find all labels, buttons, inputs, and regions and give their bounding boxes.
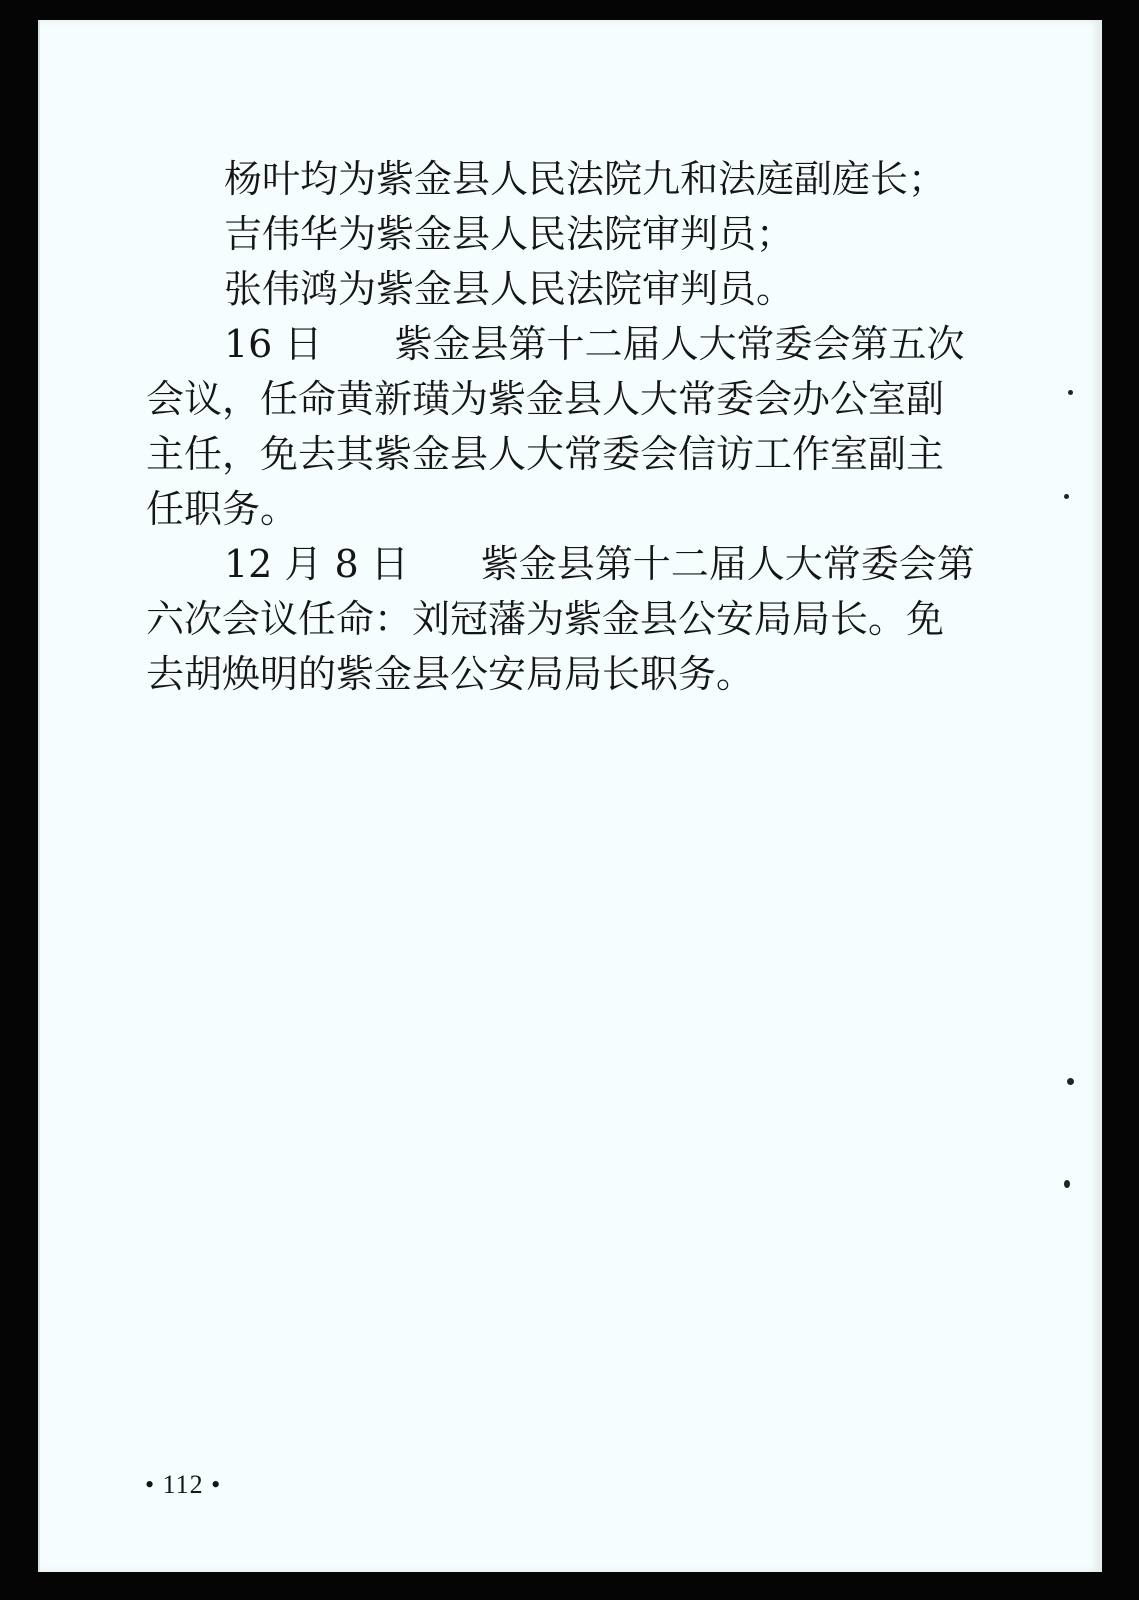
entry-16-line-2: 会议，任命黄新璜为紫金县人大常委会办公室副 [146,377,945,421]
entry-16-line-1-text: 紫金县第十二届人大常委会第五次 [394,322,965,366]
entry-16-line-1 [146,317,1002,372]
scan-speck [1068,390,1073,395]
entry-16-line-4: 任职务。 [146,487,299,531]
entry-12-8-date: 12 月 8 日 [224,542,409,586]
entry-12-8-line-1 [146,537,1002,592]
appointment-line-3: 张伟鸿为紫金县人民法院审判员。 [224,267,795,311]
entry-16-line-3: 主任，免去其紫金县人大常委会信访工作室副主 [146,432,945,476]
document-body [146,152,1002,702]
scan-speck [1064,494,1069,499]
scan-speck [1067,1078,1074,1085]
entry-16-date: 16 日 [224,322,323,366]
entry-12-8-line-2: 六次会议任命：刘冠藩为紫金县公安局局长。免 [146,597,945,641]
entry-12-8-line-1-text: 紫金县第十二届人大常委会第 [480,542,975,586]
appointment-line-1: 杨叶均为紫金县人民法院九和法庭副庭长； [224,157,947,201]
document-page [38,20,1102,1572]
scan-speck [1064,1180,1070,1188]
page-number: • 112 • [145,1470,222,1499]
appointment-line-2: 吉伟华为紫金县人民法院审判员； [224,212,795,256]
entry-12-8-line-3: 去胡焕明的紫金县公安局局长职务。 [146,652,755,696]
